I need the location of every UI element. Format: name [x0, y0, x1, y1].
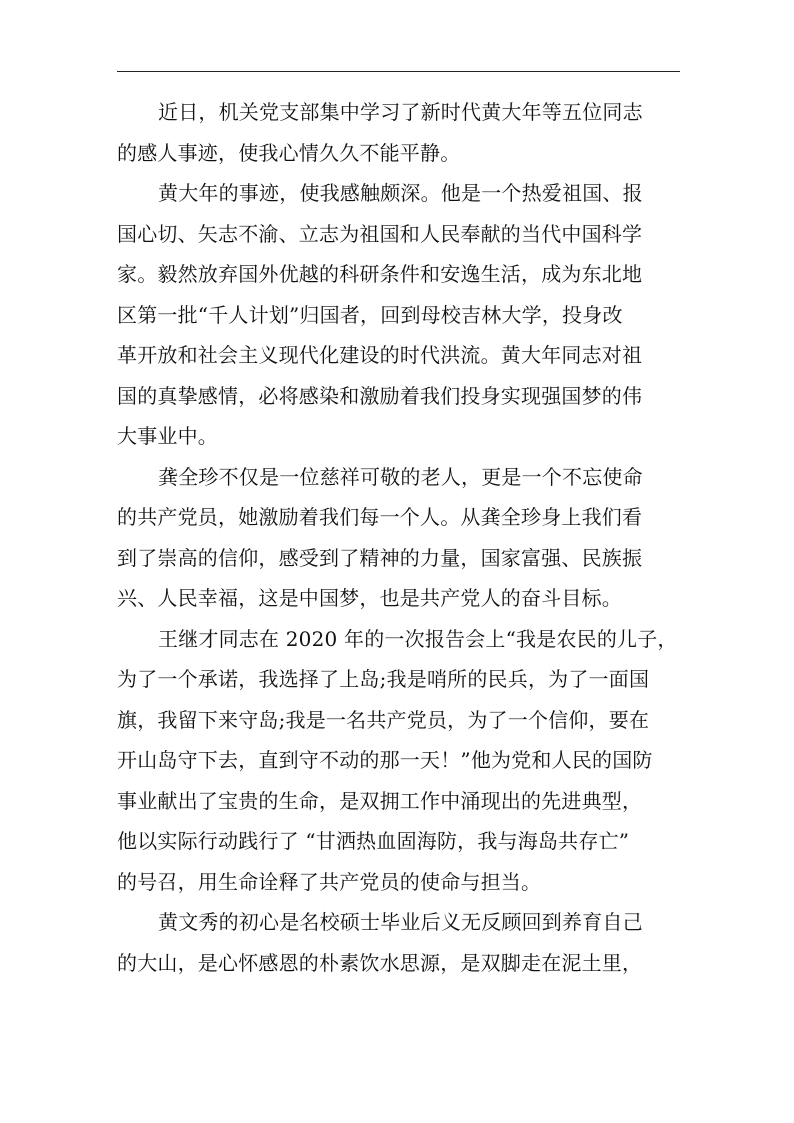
- paragraph-line: 家。毅然放弃国外优越的科研条件和安逸生活，成为东北地: [117, 262, 643, 286]
- paragraph-line: 的感人事迹，使我心情久久不能平静。: [117, 140, 461, 165]
- paragraph-line: 区第一批“千人计划”归国者，回到母校吉林大学，投身改: [117, 302, 623, 327]
- paragraph-line: 为了一个承诺，我选择了上岛;我是哨所的民兵，为了一面国: [117, 667, 650, 691]
- paragraph-line: 事业献出了宝贵的生命，是双拥工作中涌现出的先进典型，: [117, 788, 643, 813]
- paragraph-line: 他以实际行动践行了 “甘洒热血固海防，我与海岛共存亡”: [117, 829, 630, 853]
- paragraph-line: 到了崇高的信仰，感受到了精神的力量，国家富强、民族振: [117, 545, 643, 570]
- paragraph-line: 近日，机关党支部集中学习了新时代黄大年等五位同志: [158, 100, 643, 124]
- paragraph-line: 黄文秀的初心是名校硕士毕业后义无反顾回到养育自己: [158, 910, 643, 934]
- header-rule: [117, 71, 680, 72]
- paragraph-line: 的共产党员，她激励着我们每一个人。从龚全珍身上我们看: [117, 505, 643, 529]
- paragraph-line: 王继才同志在 2020 年的一次报告会上“我是农民的儿子，: [158, 626, 678, 651]
- paragraph-line: 的大山，是心怀感恩的朴素饮水思源，是双脚走在泥土里，: [117, 950, 643, 975]
- paragraph-line: 龚全珍不仅是一位慈祥可敬的老人，更是一个不忘使命: [158, 464, 643, 489]
- paragraph-line: 大事业中。: [117, 424, 218, 448]
- paragraph-line: 黄大年的事迹，使我感触颇深。他是一个热爱祖国、报: [158, 181, 643, 205]
- paragraph-line: 兴、人民幸福，这是中国梦，也是共产党人的奋斗目标。: [117, 586, 622, 610]
- paragraph-line: 开山岛守下去，直到守不动的那一天！”他为党和人民的国防: [117, 748, 653, 772]
- paragraph-line: 旗，我留下来守岛;我是一名共产党员，为了一个信仰，要在: [117, 707, 650, 732]
- document-body: [117, 92, 685, 983]
- paragraph-line: 国心切、矢志不渝、立志为祖国和人民奉献的当代中国科学: [117, 221, 643, 246]
- paragraph-line: 革开放和社会主义现代化建设的时代洪流。黄大年同志对祖: [117, 343, 643, 367]
- paragraph-line: 国的真挚感情，必将感染和激励着我们投身实现强国梦的伟: [117, 383, 643, 408]
- paragraph-line: 的号召，用生命诠释了共产党员的使命与担当。: [117, 869, 542, 894]
